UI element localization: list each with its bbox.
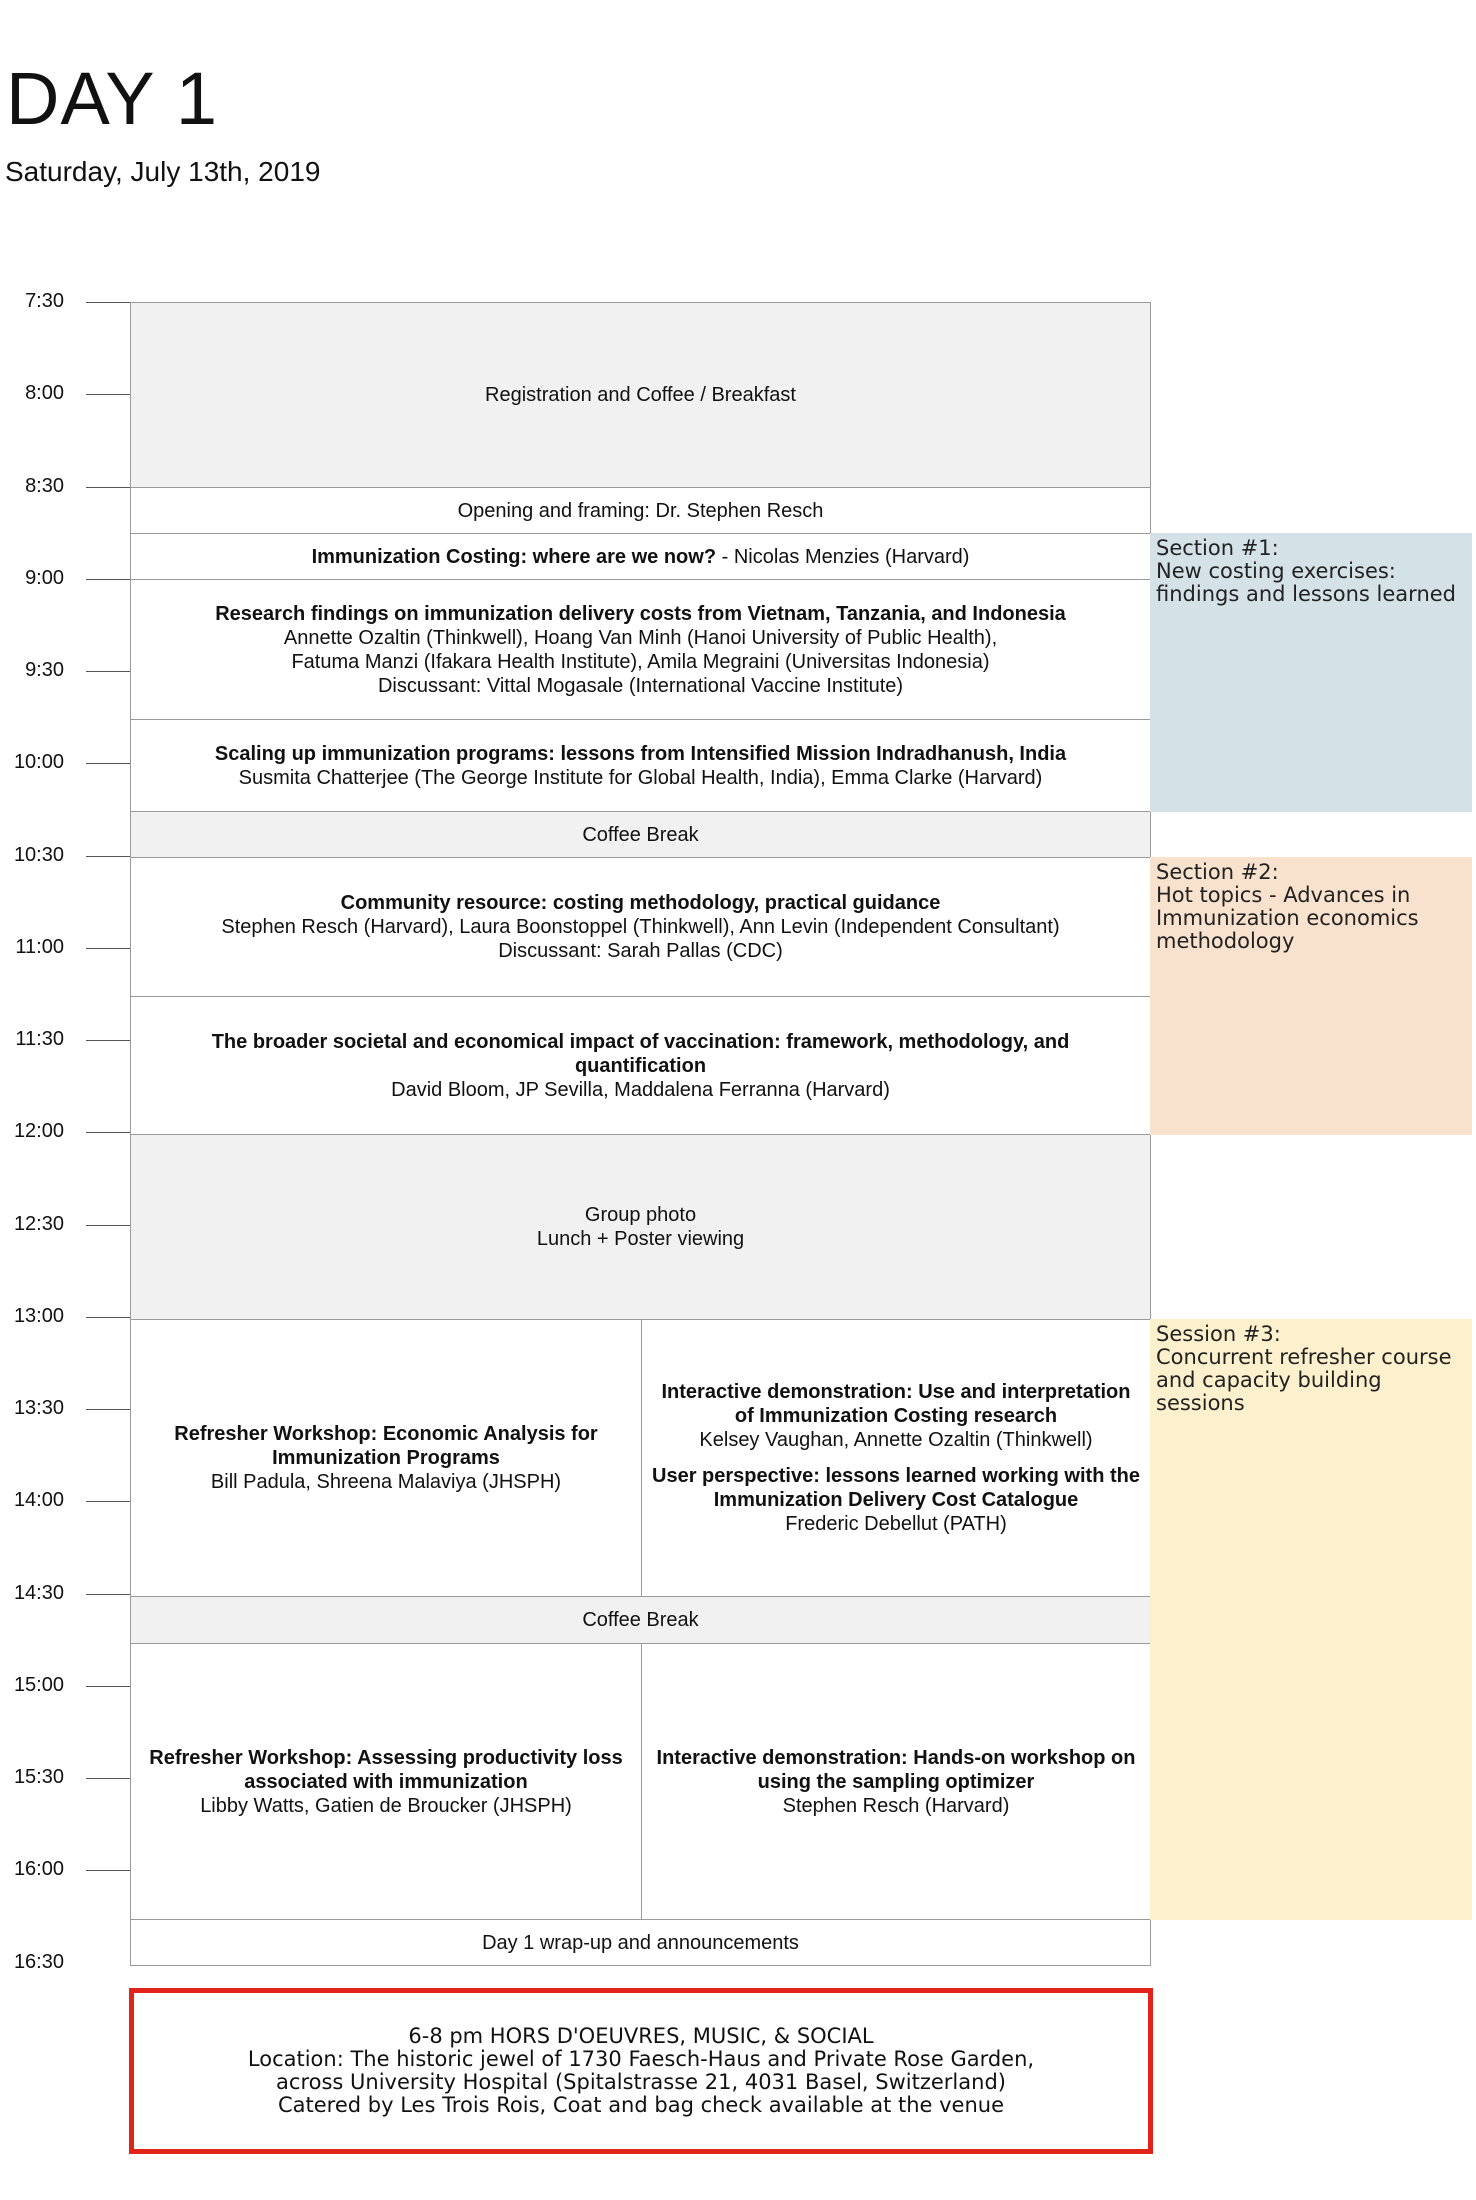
time-label: 12:00 (13, 1120, 64, 1142)
broader-impact-speakers: David Bloom, JP Sevilla, Maddalena Ferranna (Harvard) (391, 1078, 890, 1101)
interactive-sampling-title: Interactive demonstration: Hands-on workshop on using the sampling optimizer (656, 1746, 1136, 1793)
costing-now-block (130, 533, 1151, 580)
refresher-productivity-speakers: Libby Watts, Gatien de Broucker (JHSPH) (200, 1794, 572, 1817)
interactive-costing-title: Interactive demonstration: Use and interpretation of Immunization Costing research (661, 1381, 1131, 1427)
evening-title: 6-8 pm HORS D'OEUVRES, MUSIC, & SOCIAL (408, 2024, 874, 2048)
registration-block (130, 302, 1151, 488)
scaling-up-block (130, 719, 1151, 812)
time-tick (86, 394, 130, 395)
research-findings-block (130, 579, 1151, 720)
scaling-up-speakers: Susmita Chatterjee (The George Institute for Global Health, India), Emma Clarke (Harvard) (238, 766, 1043, 789)
time-label: 10:30 (13, 844, 64, 866)
refresher-productivity-title: Refresher Workshop: Assessing productivity loss associated with immunization (149, 1746, 623, 1793)
research-findings-speakers-2: Fatuma Manzi (Ifakara Health Institute), Amila Megraini (Universitas Indonesia) (291, 650, 990, 673)
opening-label: Opening and framing: Dr. Stephen Resch (457, 499, 824, 522)
scaling-up-title: Scaling up immunization programs: lessons from Intensified Mission Indradhanush, India (214, 742, 1067, 765)
time-label: 11:00 (15, 936, 64, 958)
time-tick (86, 302, 130, 303)
interactive-costing-block (641, 1319, 1151, 1597)
coffee-break-2-block (130, 1596, 1151, 1644)
time-tick (86, 1317, 130, 1318)
time-tick (86, 1870, 130, 1871)
wrapup-label: Day 1 wrap-up and announcements (482, 1931, 799, 1954)
refresher-economic-title: Refresher Workshop: Economic Analysis for Immunization Programs (174, 1423, 598, 1469)
time-tick (86, 1501, 130, 1502)
coffee-break-2-label: Coffee Break (582, 1609, 699, 1631)
costing-now-speaker: - Nicolas Menzies (Harvard) (716, 545, 970, 568)
time-label: 15:30 (13, 1766, 64, 1788)
section-1-band (1150, 533, 1472, 812)
time-label: 11:30 (15, 1028, 64, 1050)
interactive-sampling-speakers: Stephen Resch (Harvard) (782, 1794, 1010, 1817)
evening-event-box (129, 1988, 1153, 2154)
section-2-band (1150, 857, 1472, 1135)
time-tick (86, 1040, 130, 1041)
section-3-band (1150, 1319, 1472, 1920)
community-resource-block (130, 857, 1151, 997)
time-tick (86, 1225, 130, 1226)
section-3-text: Concurrent refresher course and capacity building sessions (1156, 1345, 1452, 1415)
lunch-block (130, 1134, 1151, 1320)
section-2-text: Hot topics - Advances in Immunization economics methodology (1156, 883, 1419, 953)
community-resource-title: Community resource: costing methodology, practical guidance (340, 892, 941, 914)
time-tick (86, 487, 130, 488)
section-1-label: Section #1: (1156, 536, 1279, 560)
time-label: 10:00 (13, 751, 64, 773)
refresher-economic-speakers: Bill Padula, Shreena Malaviya (JHSPH) (210, 1471, 562, 1493)
time-tick (86, 1132, 130, 1133)
interactive-sampling-block (641, 1643, 1151, 1920)
refresher-productivity-block (130, 1643, 642, 1920)
evening-location: Location: The historic jewel of 1730 Faesch-Haus and Private Rose Garden, (247, 2047, 1035, 2071)
evening-catering: Catered by Les Trois Rois, Coat and bag check available at the venue (277, 2093, 1005, 2117)
coffee-break-1-block (130, 811, 1151, 858)
evening-address: across University Hospital (Spitalstrasse 21, 4031 Basel, Switzerland) (276, 2070, 1006, 2094)
time-tick (86, 1686, 130, 1687)
page-title: DAY 1 (6, 57, 219, 140)
time-tick (86, 1409, 130, 1410)
refresher-economic-block (130, 1319, 642, 1597)
community-resource-speakers: Stephen Resch (Harvard), Laura Boonstoppel (Thinkwell), Ann Levin (Independent Consultant) (221, 916, 1060, 938)
time-tick (86, 1594, 130, 1595)
time-tick (86, 856, 130, 857)
research-findings-discussant: Discussant: Vittal Mogasale (International Vaccine Institute) (377, 674, 904, 697)
page-date: Saturday, July 13th, 2019 (5, 156, 321, 187)
user-perspective-speakers: Frederic Debellut (PATH) (785, 1513, 1007, 1535)
time-label: 8:30 (25, 475, 64, 497)
costing-now-line (312, 545, 970, 569)
costing-now-title: Immunization Costing: where are we now? (311, 545, 717, 568)
community-resource-discussant: Discussant: Sarah Pallas (CDC) (498, 940, 783, 962)
opening-block (130, 487, 1151, 534)
time-tick (86, 671, 130, 672)
broader-impact-title: The broader societal and economical impact of vaccination: framework, methodology, and quantification (211, 1030, 1070, 1077)
time-label: 13:00 (13, 1305, 64, 1327)
time-label: 12:30 (13, 1213, 64, 1235)
time-label: 15:00 (13, 1674, 64, 1696)
time-tick (86, 579, 130, 580)
time-label: 9:00 (25, 567, 64, 589)
research-findings-speakers-1: Annette Ozaltin (Thinkwell), Hoang Van Minh (Hanoi University of Public Health), (283, 626, 998, 649)
time-tick (86, 948, 130, 949)
broader-impact-block (130, 996, 1151, 1135)
time-label: 13:30 (13, 1397, 64, 1419)
time-label: 8:00 (25, 382, 64, 404)
time-tick (86, 1778, 130, 1779)
interactive-costing-speakers: Kelsey Vaughan, Annette Ozaltin (Thinkwell) (699, 1429, 1093, 1451)
research-findings-title: Research findings on immunization delivery costs from Vietnam, Tanzania, and Indonesia (215, 602, 1066, 625)
time-tick (86, 763, 130, 764)
user-perspective-title: User perspective: lessons learned working with the Immunization Delivery Cost Catalogue (652, 1465, 1140, 1511)
coffee-break-1-label: Coffee Break (582, 823, 699, 846)
time-label: 7:30 (25, 290, 64, 312)
wrapup-block (130, 1919, 1151, 1966)
time-label: 16:00 (13, 1858, 64, 1880)
time-label: 14:30 (13, 1582, 64, 1604)
section-1-text: New costing exercises: findings and lessons learned (1156, 559, 1456, 606)
time-label: 16:30 (13, 1951, 64, 1973)
group-photo-label: Group photo (584, 1204, 697, 1226)
time-label: 14:00 (13, 1489, 64, 1511)
section-2-label: Section #2: (1156, 860, 1279, 884)
lunch-poster-label: Lunch + Poster viewing (536, 1228, 745, 1250)
time-label: 9:30 (25, 659, 64, 681)
registration-label: Registration and Coffee / Breakfast (485, 384, 796, 406)
section-3-label: Session #3: (1156, 1322, 1281, 1346)
